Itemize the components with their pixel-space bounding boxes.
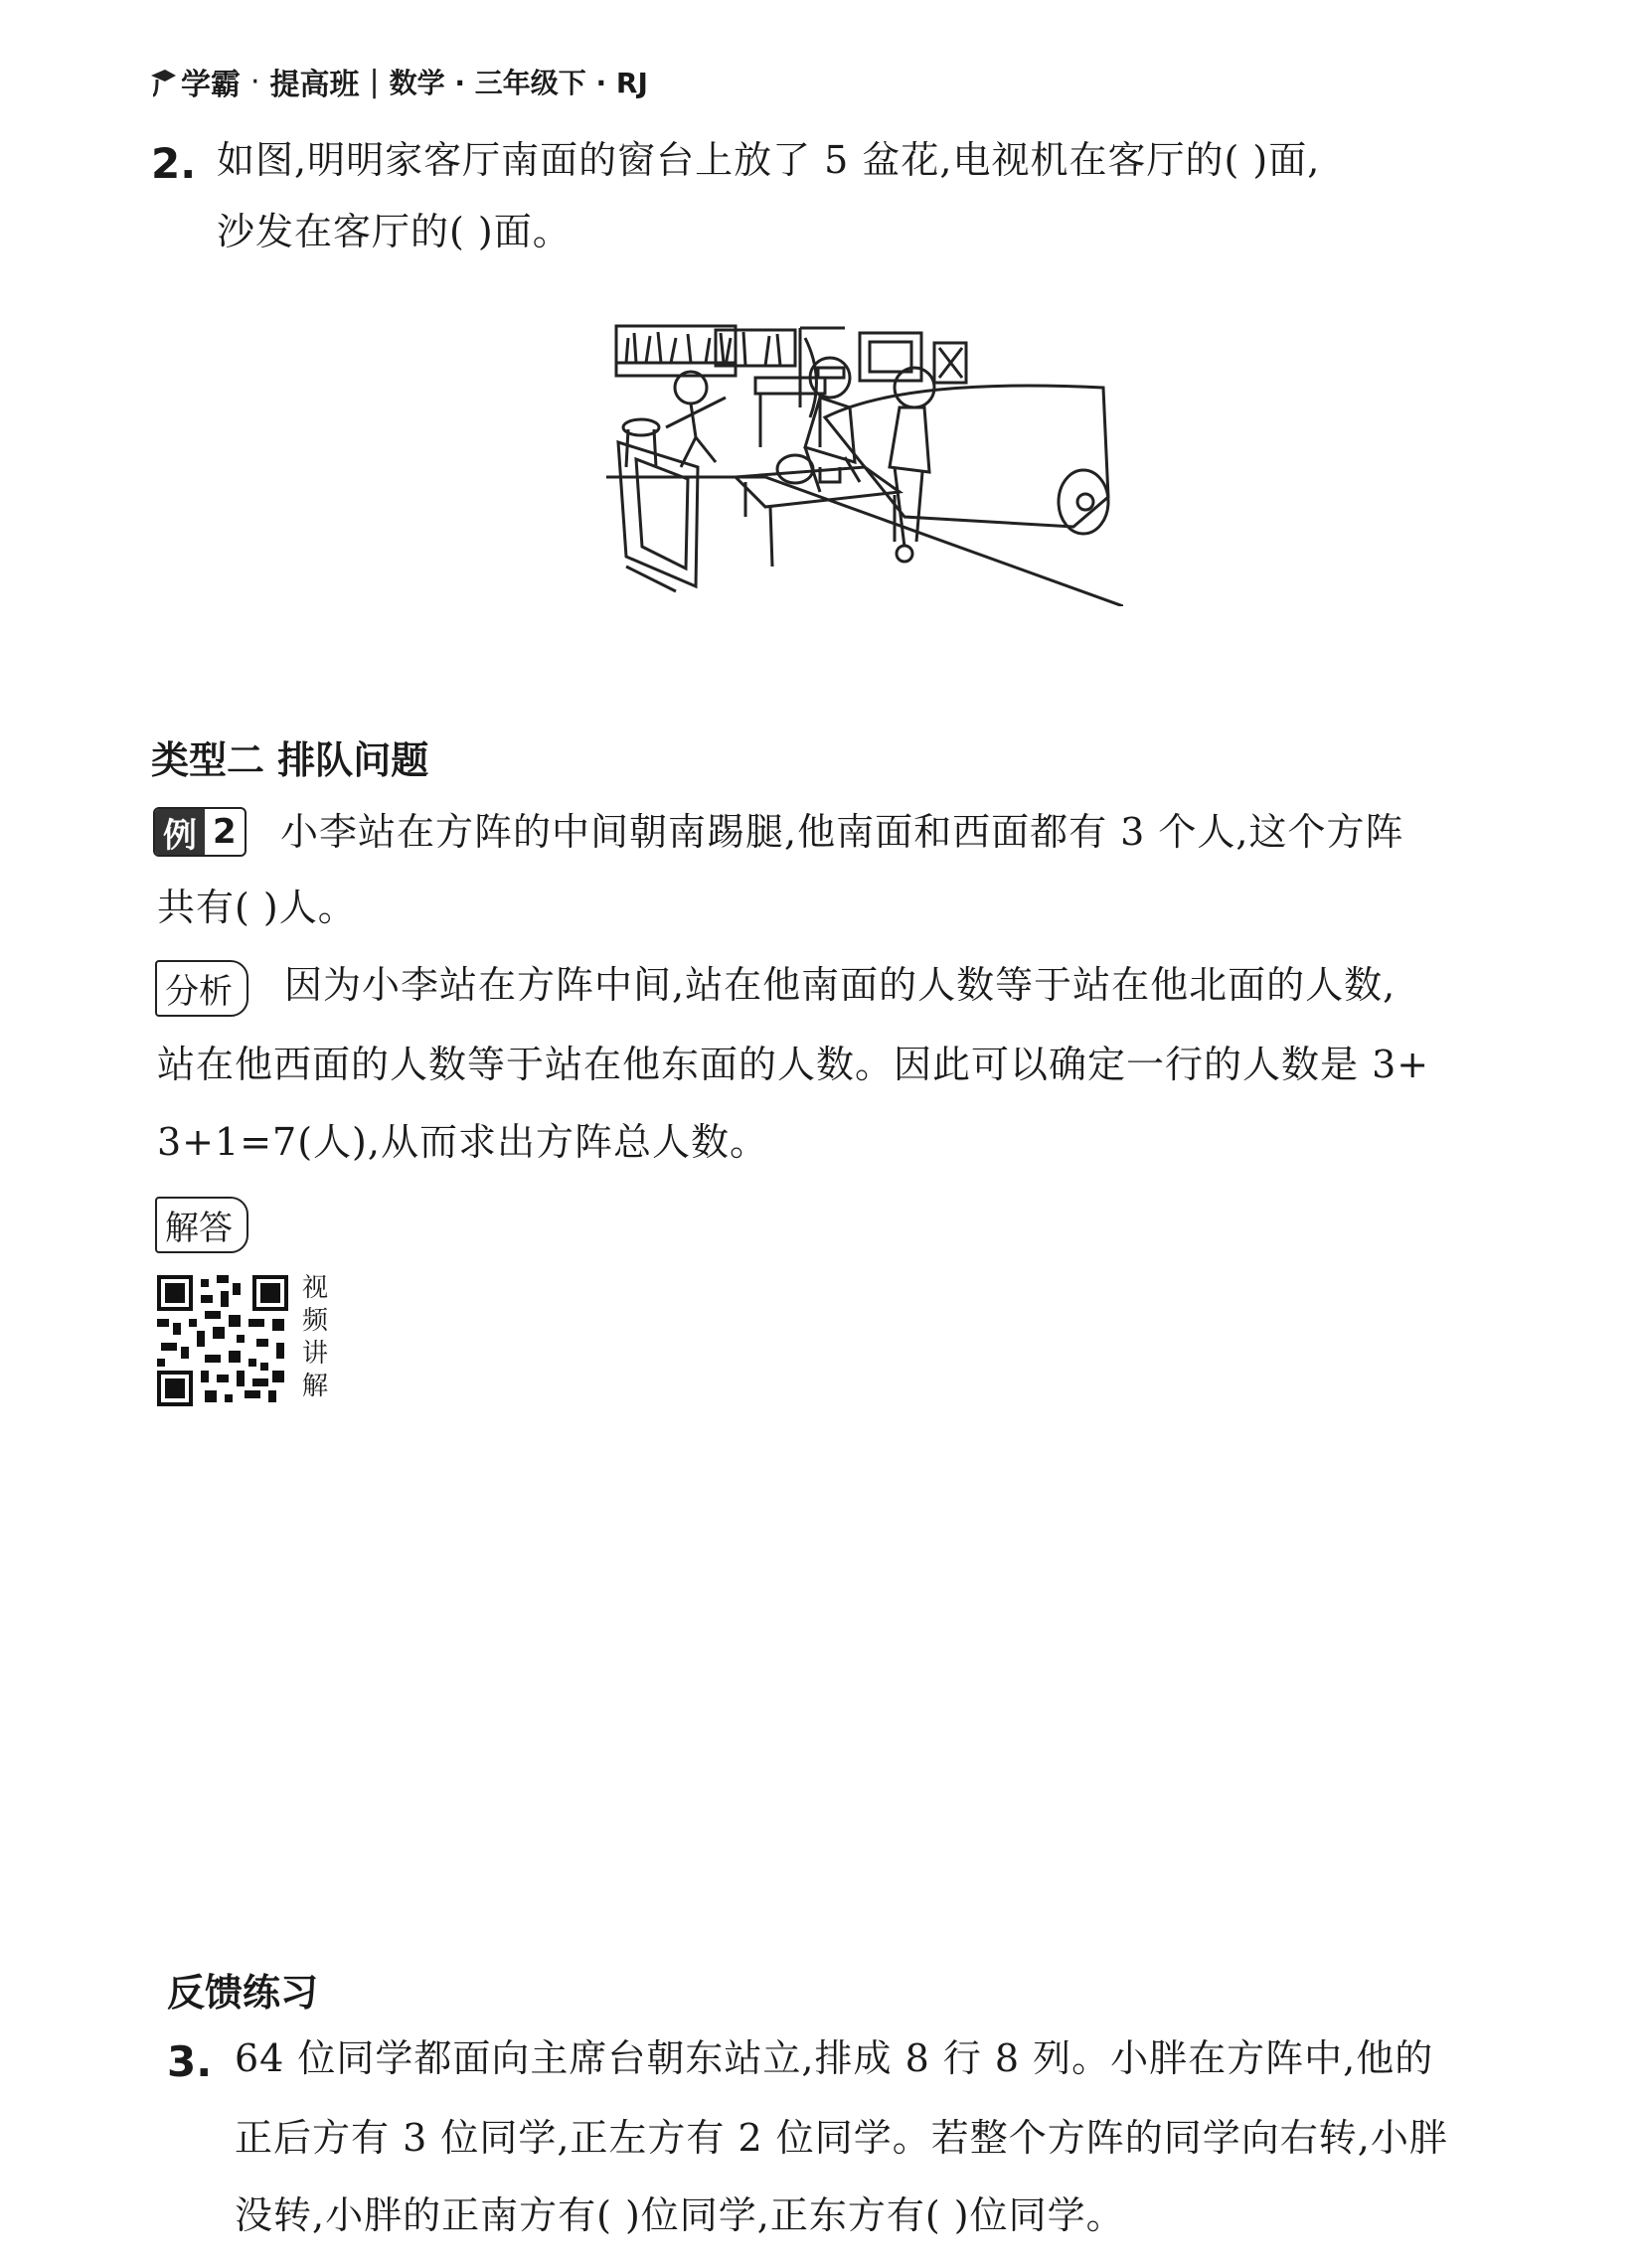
answer-tag: 解答	[155, 1197, 248, 1253]
qr-code-icon[interactable]	[157, 1275, 288, 1406]
question-3-line-1: 64 位同学都面向主席台朝东站立,排成 8 行 8 列。小胖在方阵中,他的	[235, 2036, 1434, 2080]
question-2-line-2: 沙发在客厅的( )面。	[217, 210, 572, 253]
subject-label: 数学 · 三年级下 · RJ	[389, 67, 648, 99]
analysis-line-3: 3+1=7(人),从而求出方阵总人数。	[157, 1120, 768, 1164]
series-name: 提高班	[269, 68, 360, 102]
analysis-tag: 分析	[155, 960, 248, 1017]
question-3-number: 3.	[167, 2037, 213, 2086]
question-2-number: 2.	[151, 139, 197, 188]
example-line-2: 共有( )人。	[157, 886, 357, 929]
video-explanation-label: 视频讲解	[302, 1273, 329, 1401]
question-3-line-3: 没转,小胖的正南方有( )位同学,正东方有( )位同学。	[235, 2193, 1125, 2237]
analysis-line-2: 站在他西面的人数等于站在他东面的人数。因此可以确定一行的人数是 3+	[157, 1043, 1430, 1086]
feedback-title: 反馈练习	[167, 1971, 319, 2015]
brand-name: 学霸	[181, 68, 241, 102]
section-title: 类型二 排队问题	[151, 738, 429, 782]
example-line-1: 小李站在方阵的中间朝南踢腿,他南面和西面都有 3 个人,这个方阵	[280, 810, 1404, 854]
question-2-line-1: 如图,明明家客厅南面的窗台上放了 5 盆花,电视机在客厅的( )面,	[217, 138, 1321, 182]
graduation-cap-icon	[149, 66, 177, 97]
example-badge-label: 例	[155, 809, 205, 855]
analysis-line-1: 因为小李站在方阵中间,站在他南面的人数等于站在他北面的人数,	[284, 963, 1397, 1007]
question-3-line-2: 正后方有 3 位同学,正左方有 2 位同学。若整个方阵的同学向右转,小胖	[235, 2116, 1448, 2160]
page-header: 学霸 · 提高班 | 数学 · 三年级下 · RJ	[149, 52, 648, 111]
example-badge	[153, 807, 246, 857]
example-badge-number: 2	[213, 812, 237, 852]
living-room-illustration	[606, 318, 1123, 606]
